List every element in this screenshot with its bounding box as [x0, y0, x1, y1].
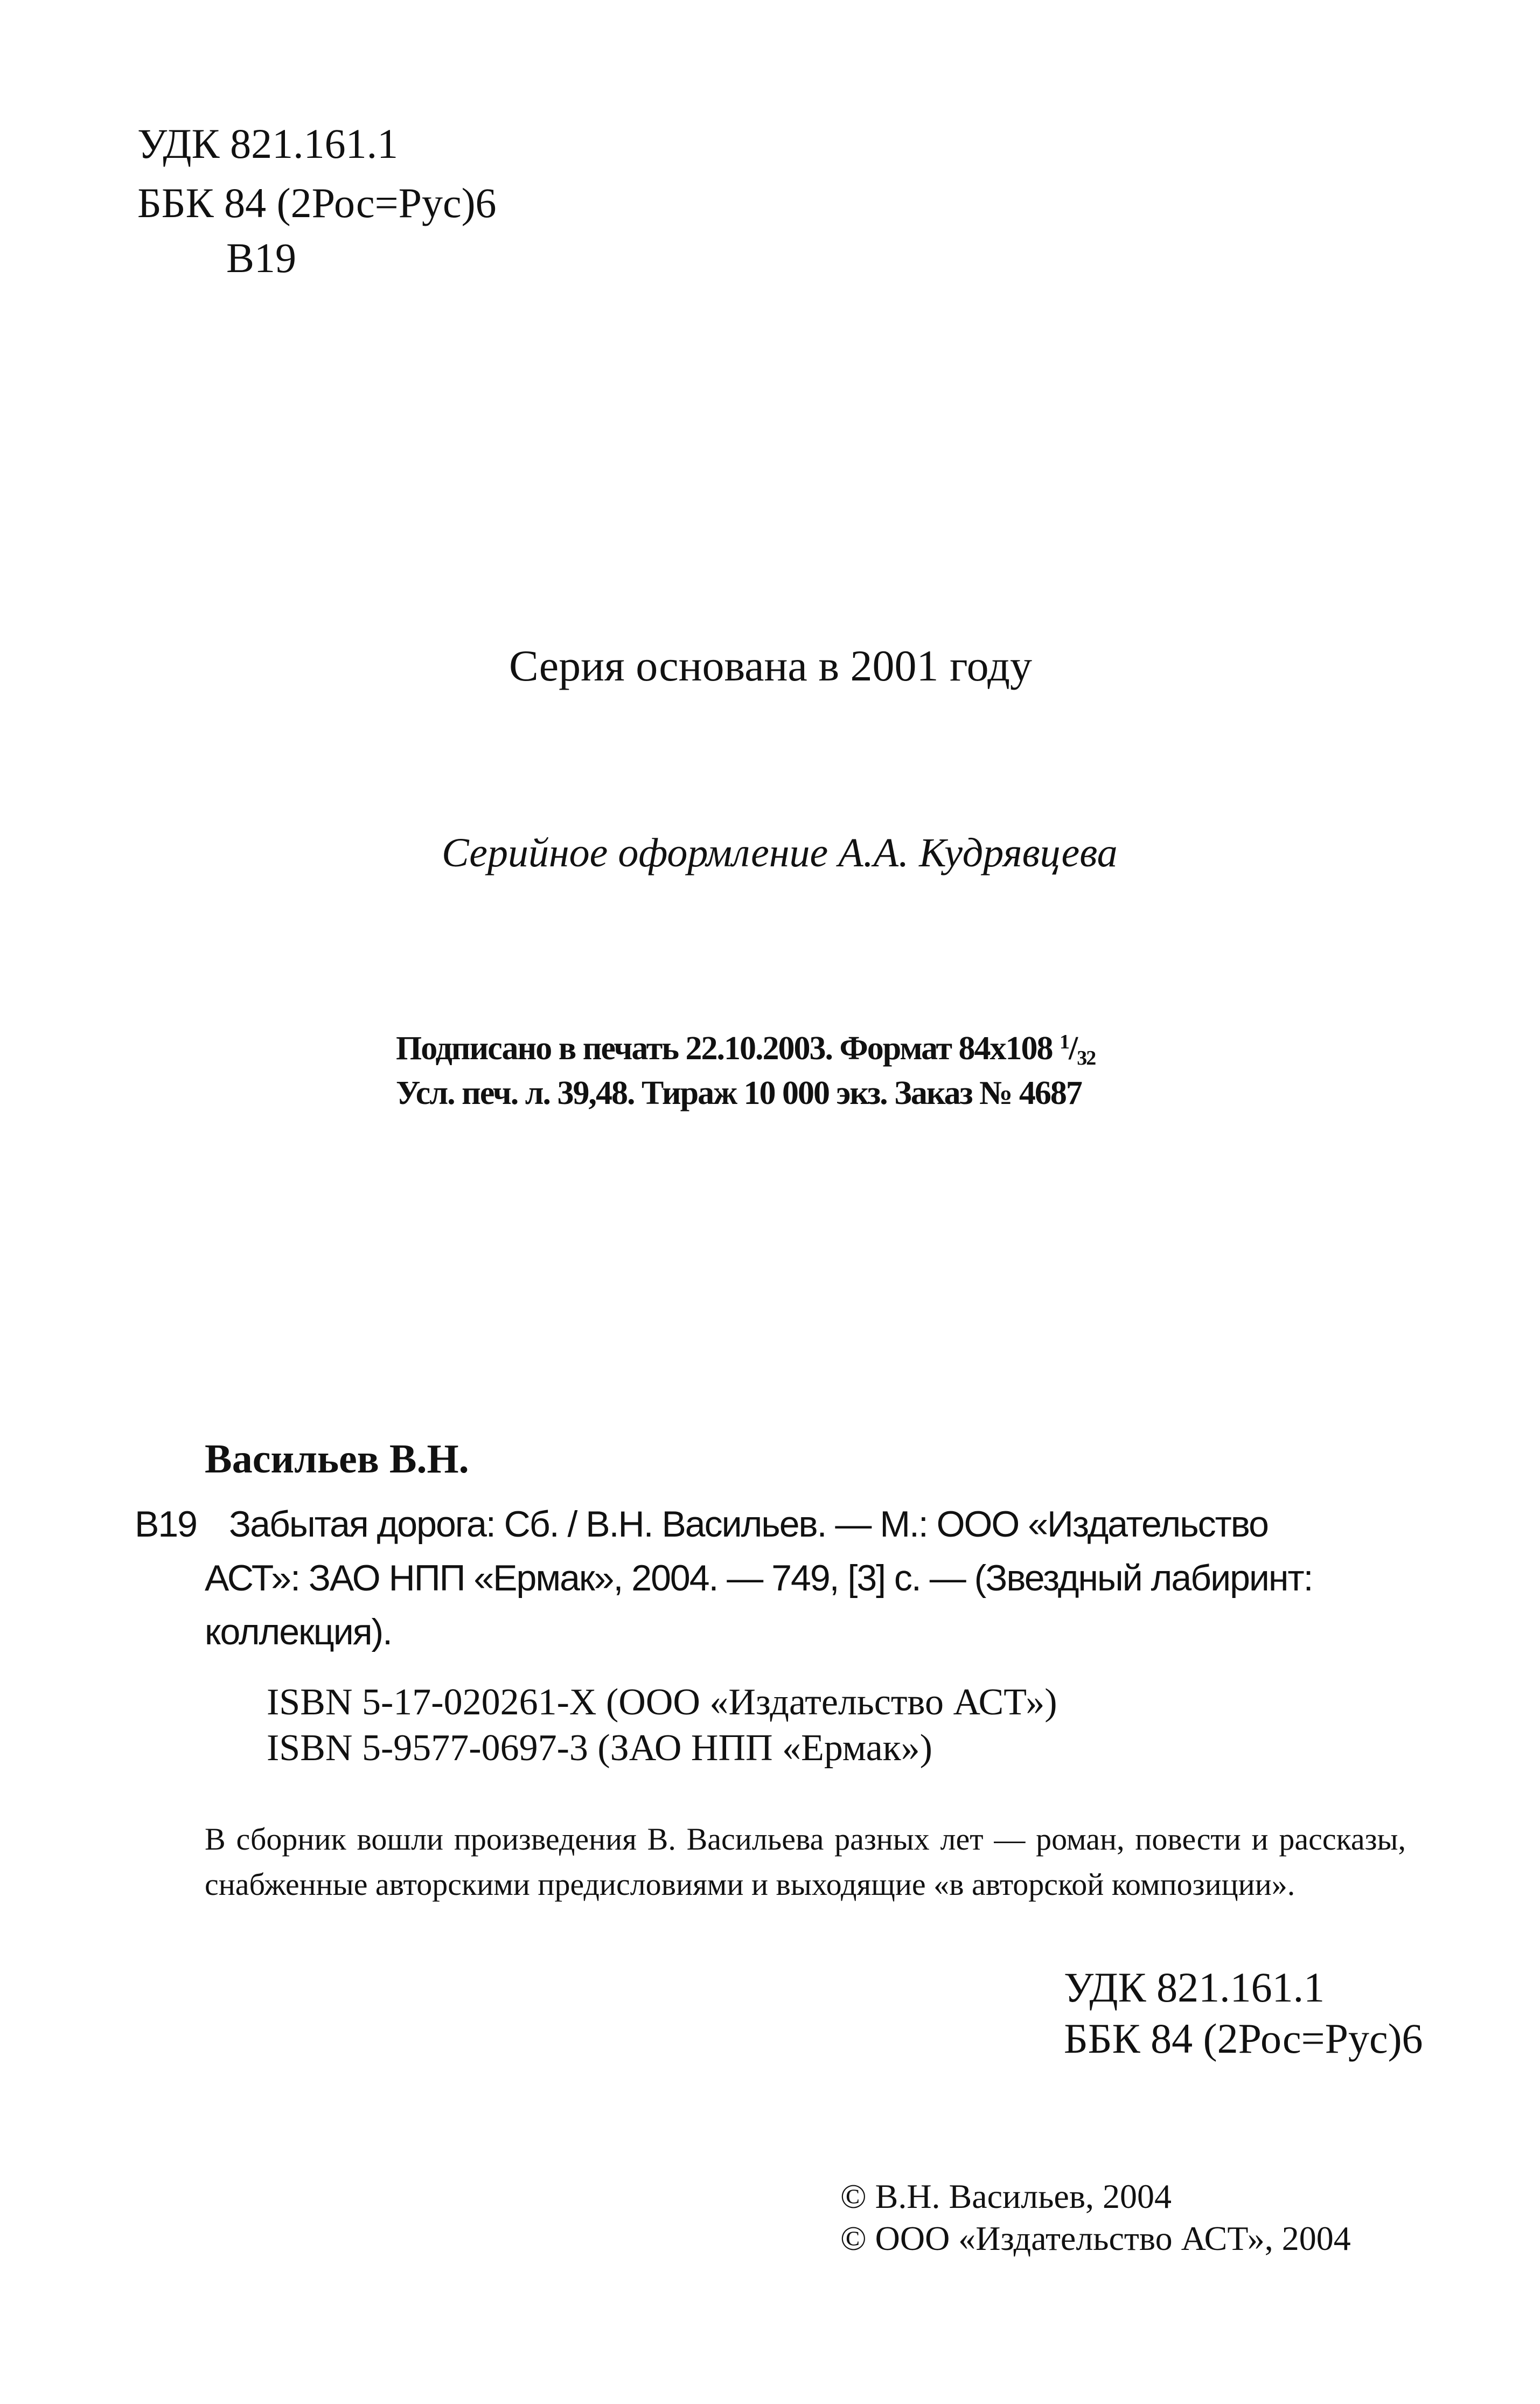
bibliography-code: В19	[135, 1504, 197, 1545]
bibliography-line-1: Забытая дорога: Сб. / В.Н. Васильев. — М.: ООО «Издательство	[229, 1504, 1268, 1545]
udk-code-bottom: УДК 821.161.1	[1064, 1964, 1325, 2011]
bbk-code: ББК 84 (2Рос=Рус)6	[137, 179, 497, 226]
bbk-code-bottom: ББК 84 (2Рос=Рус)6	[1064, 2015, 1423, 2062]
format-slash: /	[1068, 1030, 1077, 1067]
author-sign-code: В19	[226, 234, 297, 281]
series-design-credit: Серийное оформление А.А. Кудрявцева	[442, 830, 1118, 876]
isbn-ast: ISBN 5-17-020261-X (ООО «Издательство АСТ»)	[267, 1682, 1057, 1723]
isbn-ermak: ISBN 5-9577-0697-3 (ЗАО НПП «Ермак»)	[267, 1727, 932, 1769]
copyright-author: © В.Н. Васильев, 2004	[840, 2177, 1172, 2215]
format-numerator: 1	[1059, 1031, 1069, 1053]
annotation-text: В сборник вошли произведения В. Васильева разных лет — роман, повести и рассказы, снабженные авторскими предисловиями и выходящие «в авторской композиции».	[205, 1822, 1406, 1902]
series-founded: Серия основана в 2001 году	[509, 641, 1032, 690]
copyright-publisher: © ООО «Издательство АСТ», 2004	[840, 2219, 1351, 2257]
bibliography-line-2: АСТ»: ЗАО НПП «Ермак», 2004. — 749, [3] с. — (Звездный лабиринт:	[205, 1558, 1313, 1599]
format-denominator: 32	[1077, 1047, 1096, 1069]
imprint-line-1	[396, 1032, 1095, 1068]
bibliography-author: Васильев В.Н.	[205, 1436, 469, 1482]
bibliography-line-3: коллекция).	[205, 1611, 392, 1652]
imprint-line-2: Усл. печ. л. 39,48. Тираж 10 000 экз. Заказ № 4687	[396, 1075, 1082, 1111]
udk-code: УДК 821.161.1	[137, 120, 399, 167]
signed-to-print: Подписано в печать 22.10.2003. Формат 84х108	[396, 1030, 1053, 1067]
